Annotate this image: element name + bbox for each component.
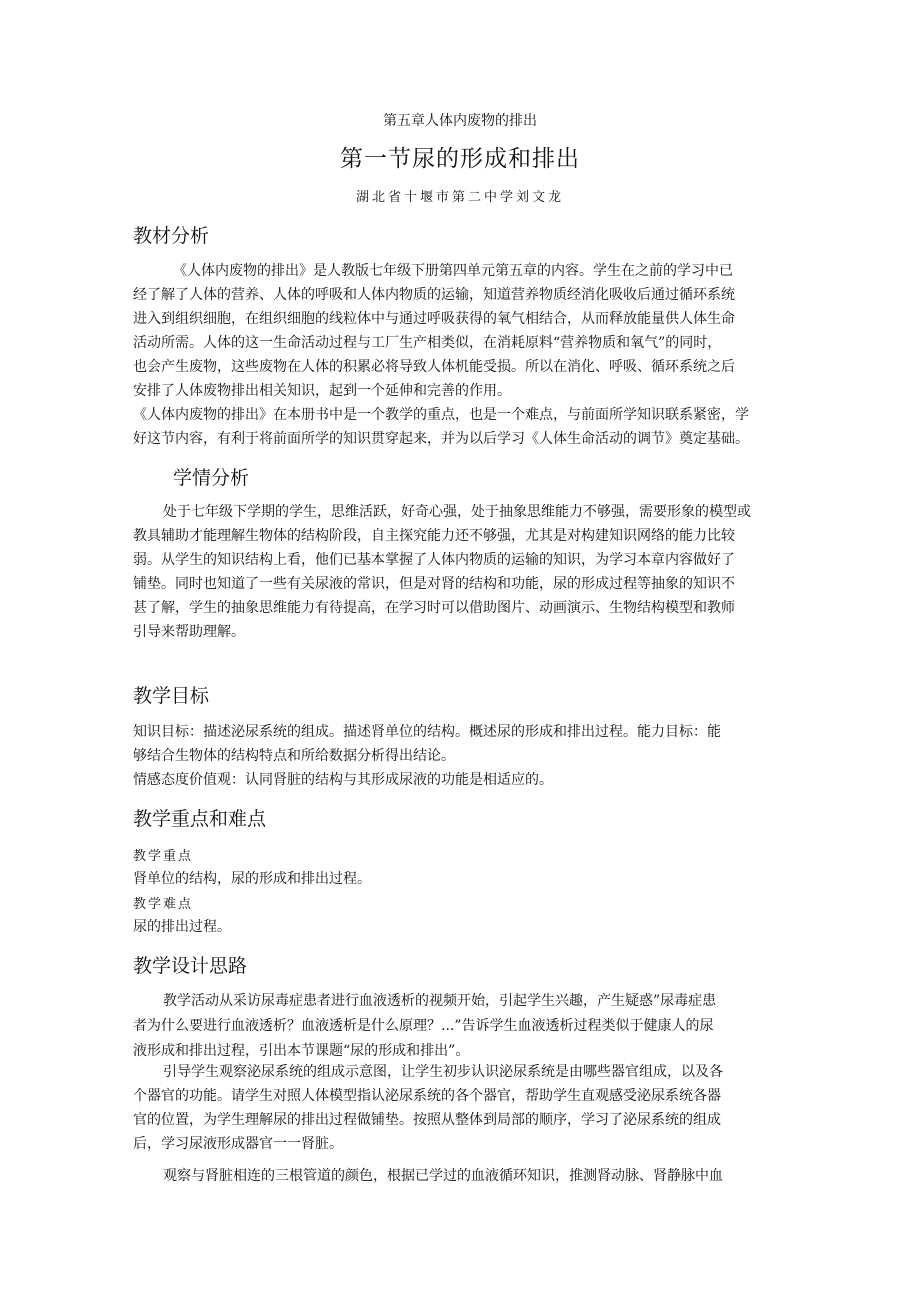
paragraph-line: 教学活动从采访尿毒症患者进行血液透析的视频开始，引起学生兴趣，产生疑惑”尿毒症患 — [163, 993, 717, 1009]
paragraph-line: 官的位置，为学生理解尿的排出过程做铺垫。按照从整体到局部的顺序，学习了泌尿系统的组成 — [133, 1112, 721, 1128]
paragraph-line: 液形成和排出过程，引出本节课题“尿的形成和排出”。 — [133, 1043, 470, 1059]
difficulty-label: 教学难点 — [133, 897, 194, 912]
paragraph-line: 《人体内废物的排出》在本册书中是一个教学的重点，也是一个难点，与前面所学知识联系紧密，学 — [133, 407, 749, 423]
heading-key-points: 教学重点和难点 — [133, 808, 267, 830]
author-line: 湖北省十堰市第二中学刘文龙 — [355, 190, 564, 205]
paragraph-line: 弱。从学生的知识结构上看，他们已基本掌握了人体内物质的运输的知识，为学习本章内容做好了 — [133, 552, 735, 568]
paragraph-line: 《人体内废物的排出》是人教版七年级下册第四单元第五章的内容。学生在之前的学习中已 — [173, 263, 733, 279]
paragraph-line: 处于七年级下学期的学生，思维活跃，好奇心强，处于抽象思维能力不够强，需要形象的模型或 — [163, 504, 751, 520]
heading-goals: 教学目标 — [133, 685, 210, 707]
paragraph-line: 知识目标：描述泌尿系统的组成。描述肾单位的结构。概述尿的形成和排出过程。能力目标：能 — [133, 724, 721, 740]
paragraph-line: 进入到组织细胞，在组织细胞的线粒体中与通过呼吸获得的氧气相结合，从而释放能量供人体生命 — [133, 311, 735, 327]
paragraph-line: 后，学习尿液形成器官一一肾脏。 — [133, 1136, 343, 1152]
paragraph-line: 安排了人体废物排出相关知识，起到一个延伸和完善的作用。 — [133, 383, 511, 399]
paragraph-line: 经了解了人体的营养、人体的呼吸和人体内物质的运输，知道营养物质经消化吸收后通过循环系统 — [133, 287, 735, 303]
paragraph-line: 也会产生废物，这些废物在人体的积累必将导致人体机能受损。所以在消化、呼吸、循环系统之后 — [133, 359, 735, 375]
paragraph-line: 情感态度价值观：认同肾脏的结构与其形成尿液的功能是相适应的。 — [133, 772, 553, 788]
paragraph-line: 个器官的功能。请学生对照人体模型指认泌尿系统的各个器官，帮助学生直观感受泌尿系统各器 — [133, 1088, 721, 1104]
paragraph-line: 观察与肾脏相连的三根管道的颜色，根据已学过的血液循环知识，推测肾动脉、肾静脉中血 — [163, 1168, 723, 1184]
paragraph-line: 够结合生物体的结构特点和所给数据分析得出结论。 — [133, 748, 455, 764]
paragraph-line: 引导学生观察泌尿系统的组成示意图，让学生初步认识泌尿系统是由哪些器官组成，以及各 — [163, 1064, 723, 1080]
focus-label: 教学重点 — [133, 849, 194, 864]
section-title: 第一节尿的形成和排出 — [340, 146, 580, 172]
heading-textbook-analysis: 教材分析 — [133, 225, 210, 247]
paragraph-line: 铺垫。同时也知道了一些有关尿液的常识，但是对肾的结构和功能，尿的形成过程等抽象的知识不 — [133, 576, 735, 592]
paragraph-line: 者为什么要进行血液透析？血液透析是什么原理？...”告诉学生血液透析过程类似于健康人的尿 — [133, 1018, 714, 1034]
paragraph-line: 教具辅助才能理解生物体的结构阶段，自主探究能力还不够强，尤其是对构建知识网络的能力比较 — [133, 528, 735, 544]
paragraph-line: 好这节内容，有利于将前面所学的知识贯穿起来，并为以后学习《人体生命活动的调节》奠定基础。 — [133, 431, 749, 447]
heading-design: 教学设计思路 — [133, 955, 248, 977]
paragraph-line: 活动所需。人体的这一生命活动过程与工厂生产相类似，在消耗原料“营养物质和氧气”的同时， — [133, 335, 722, 351]
paragraph-line: 引导来帮助理解。 — [133, 624, 245, 640]
heading-student-analysis: 学情分析 — [173, 467, 250, 489]
difficulty-text: 尿的排出过程。 — [133, 919, 231, 935]
focus-text: 肾单位的结构，尿的形成和排出过程。 — [133, 871, 371, 887]
chapter-title: 第五章人体内废物的排出 — [383, 113, 537, 129]
paragraph-line: 甚了解，学生的抽象思维能力有待提高，在学习时可以借助图片、动画演示、生物结构模型和教师 — [133, 600, 735, 616]
